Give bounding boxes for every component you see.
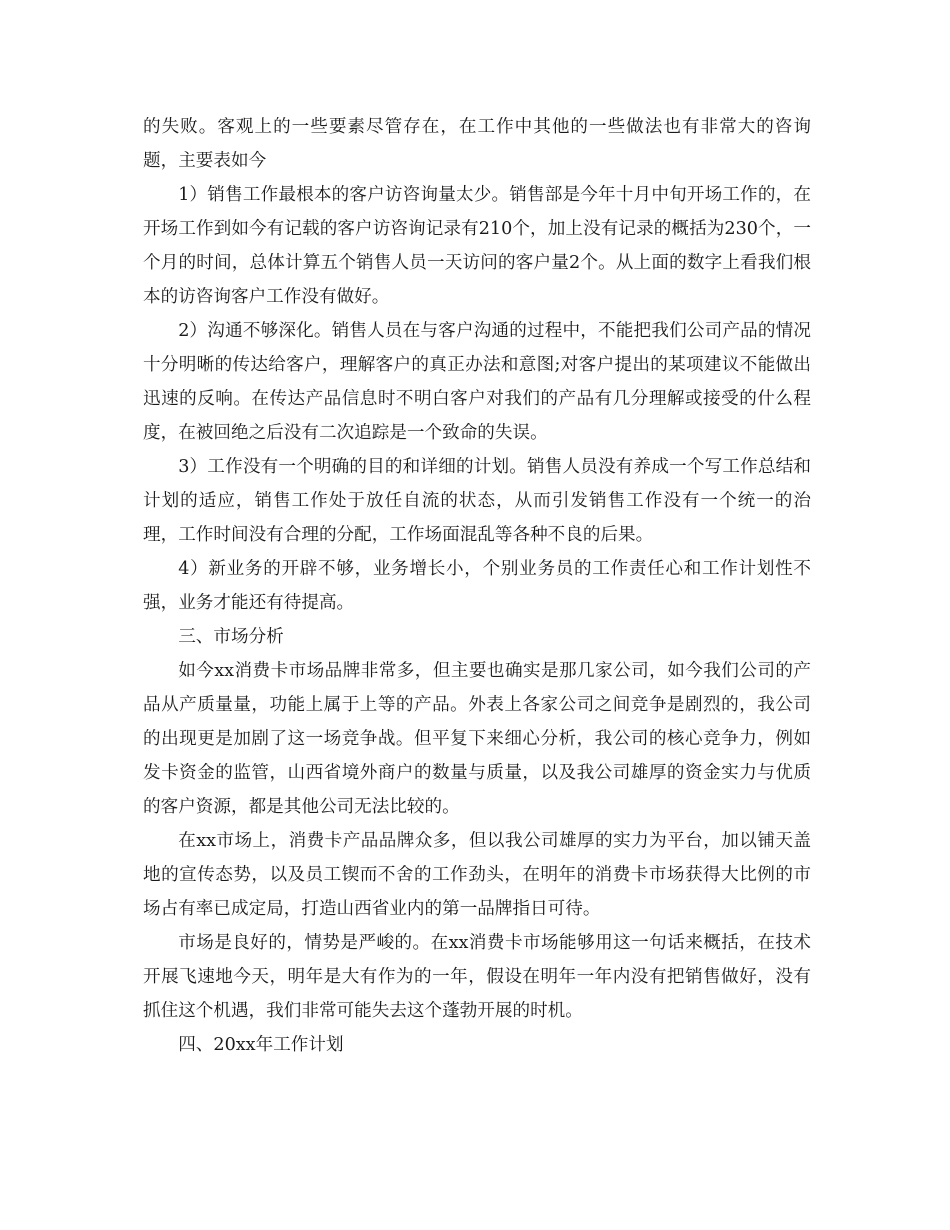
body-paragraph: 在xx市场上，消费卡产品品牌众多，但以我公司雄厚的实力为平台，加以铺天盖地的宣传态势，以及员工锲而不舍的工作劲头，在明年的消费卡市场获得大比例的市场占有率已成定局，打造山西省业内的第一品牌指日可待。 <box>143 831 811 919</box>
body-paragraph: 4）新业务的开辟不够，业务增长小，个别业务员的工作责任心和工作计划性不强，业务才能还有待提高。 <box>143 559 811 613</box>
body-paragraph: 市场是良好的，情势是严峻的。在xx消费卡市场能够用这一句话来概括，在技术开展飞速地今天，明年是大有作为的一年，假设在明年一年内没有把销售做好，没有抓住这个机遇，我们非常可能失去这个蓬勃开展的时机。 <box>143 933 811 1021</box>
body-paragraph: 1）销售工作最根本的客户访咨询量太少。销售部是今年十月中旬开场工作的，在开场工作到如今有记载的客户访咨询记录有210个，加上没有记录的概括为230个，一个月的时间，总体计算五个销售人员一天访问的客户量2个。从上面的数字上看我们根本的访咨询客户工作没有做好。 <box>143 185 811 307</box>
section-heading: 三、市场分析 <box>178 627 284 647</box>
body-paragraph: 如今xx消费卡市场品牌非常多，但主要也确实是那几家公司，如今我们公司的产品从产质量量，功能上属于上等的产品。外表上各家公司之间竞争是剧烈的，我公司的出现更是加剧了这一场竞争战。但平复下来细心分析，我公司的核心竞争力，例如发卡资金的监管，山西省境外商户的数量与质量，以及我公司雄厚的资金实力与优质的客户资源，都是其他公司无法比较的。 <box>143 661 811 817</box>
body-paragraph: 的失败。客观上的一些要素尽管存在，在工作中其他的一些做法也有非常大的咨询题，主要表如今 <box>143 117 811 171</box>
body-paragraph: 3）工作没有一个明确的目的和详细的计划。销售人员没有养成一个写工作总结和计划的适应，销售工作处于放任自流的状态，从而引发销售工作没有一个统一的治理，工作时间没有合理的分配，工作场面混乱等各种不良的后果。 <box>143 457 811 545</box>
section-heading: 四、20xx年工作计划 <box>178 1035 344 1055</box>
body-paragraph: 2）沟通不够深化。销售人员在与客户沟通的过程中，不能把我们公司产品的情况十分明晰的传达给客户，理解客户的真正办法和意图;对客户提出的某项建议不能做出迅速的反响。在传达产品信息时不明白客户对我们的产品有几分理解或接受的什么程度，在被回绝之后没有二次追踪是一个致命的失误。 <box>143 321 811 443</box>
document-body <box>143 110 811 1062</box>
